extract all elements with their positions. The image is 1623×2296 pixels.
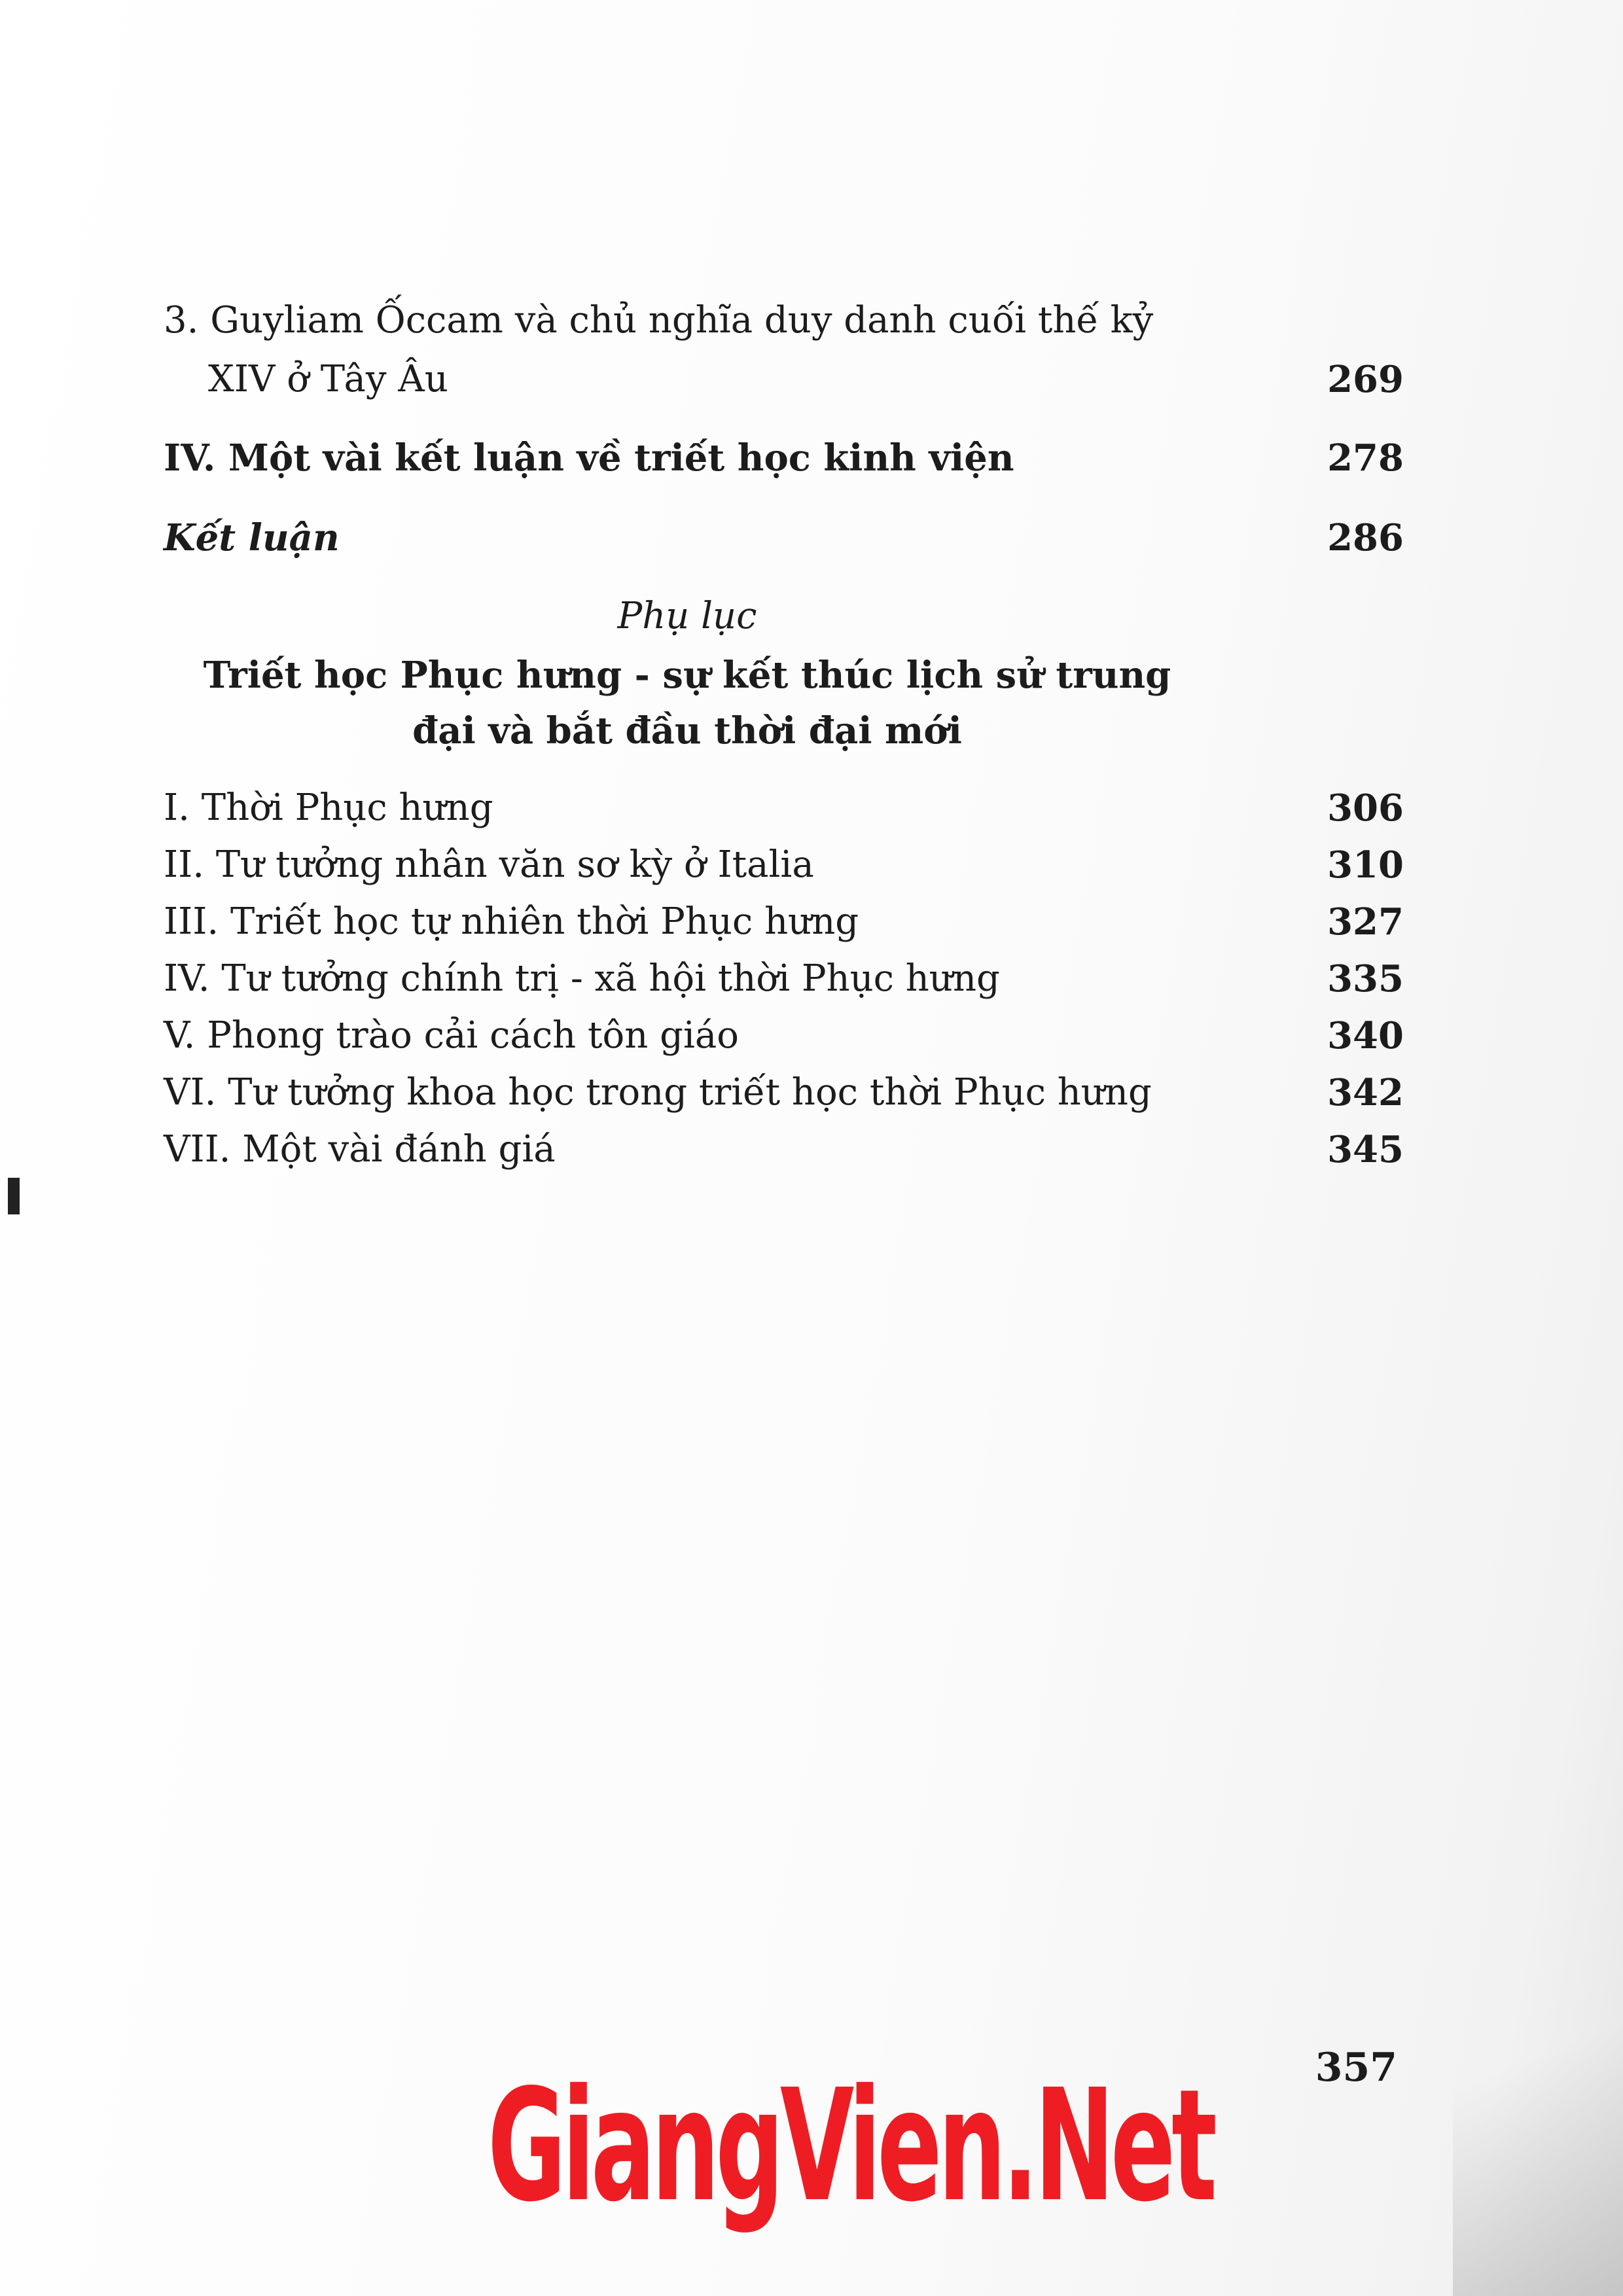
toc-entry bbox=[0, 353, 1623, 406]
page-number: 357 bbox=[1315, 2045, 1397, 2091]
appendix-title: đại và bắt đầu thời đại mới bbox=[412, 709, 962, 752]
toc-entry-title: II. Tư tưởng nhân văn sơ kỳ ở Italia bbox=[164, 843, 814, 886]
toc-entry bbox=[0, 839, 1623, 891]
appendix-label: Phụ lục bbox=[617, 595, 757, 637]
toc-entry bbox=[0, 1010, 1623, 1062]
toc-entry-title: 3. Guyliam Ốccam và chủ nghĩa duy danh cuối thế kỷ bbox=[164, 299, 1154, 342]
toc-entry-page: 342 bbox=[1327, 1071, 1404, 1114]
toc-entry-title: VII. Một vài đánh giá bbox=[164, 1128, 556, 1171]
toc-entry-page: 310 bbox=[1327, 843, 1404, 887]
watermark-logo: GiangVien.Net bbox=[488, 2056, 1213, 2236]
toc-entry bbox=[0, 782, 1623, 834]
toc-entry-page: 269 bbox=[1327, 358, 1404, 401]
toc-entry bbox=[0, 1123, 1623, 1176]
toc-entry-page: 327 bbox=[1327, 900, 1404, 944]
scan-edge-mark bbox=[8, 1178, 20, 1214]
toc-entry bbox=[0, 953, 1623, 1005]
page-corner-shadow bbox=[1453, 1903, 1623, 2296]
toc-entry bbox=[0, 896, 1623, 948]
toc-entry-title: IV. Một vài kết luận về triết học kinh viện bbox=[164, 436, 1014, 480]
toc-entry-page: 345 bbox=[1327, 1128, 1404, 1171]
toc-entry bbox=[0, 512, 1623, 564]
toc-entry-page: 286 bbox=[1327, 516, 1404, 559]
toc-entry-page: 340 bbox=[1327, 1014, 1404, 1057]
appendix-title: Triết học Phục hưng - sự kết thúc lịch sử trung bbox=[203, 654, 1171, 697]
toc-entry bbox=[0, 1067, 1623, 1119]
toc-entry-title: VI. Tư tưởng khoa học trong triết học thời Phục hưng bbox=[164, 1071, 1152, 1114]
toc-entry-title: Kết luận bbox=[164, 516, 340, 559]
toc-entry-title: I. Thời Phục hưng bbox=[164, 786, 493, 829]
toc-entry-title: V. Phong trào cải cách tôn giáo bbox=[164, 1014, 739, 1057]
toc-entry-page: 306 bbox=[1327, 786, 1404, 830]
toc-entry bbox=[0, 432, 1623, 484]
toc-entry-title: III. Triết học tự nhiên thời Phục hưng bbox=[164, 900, 859, 943]
toc-entry-title: XIV ở Tây Âu bbox=[208, 358, 448, 400]
toc-entry-page: 278 bbox=[1327, 436, 1404, 480]
toc-entry bbox=[0, 294, 1623, 347]
toc-entry-title: IV. Tư tưởng chính trị - xã hội thời Phục hưng bbox=[164, 957, 1000, 1000]
toc-entry-page: 335 bbox=[1327, 957, 1404, 1000]
